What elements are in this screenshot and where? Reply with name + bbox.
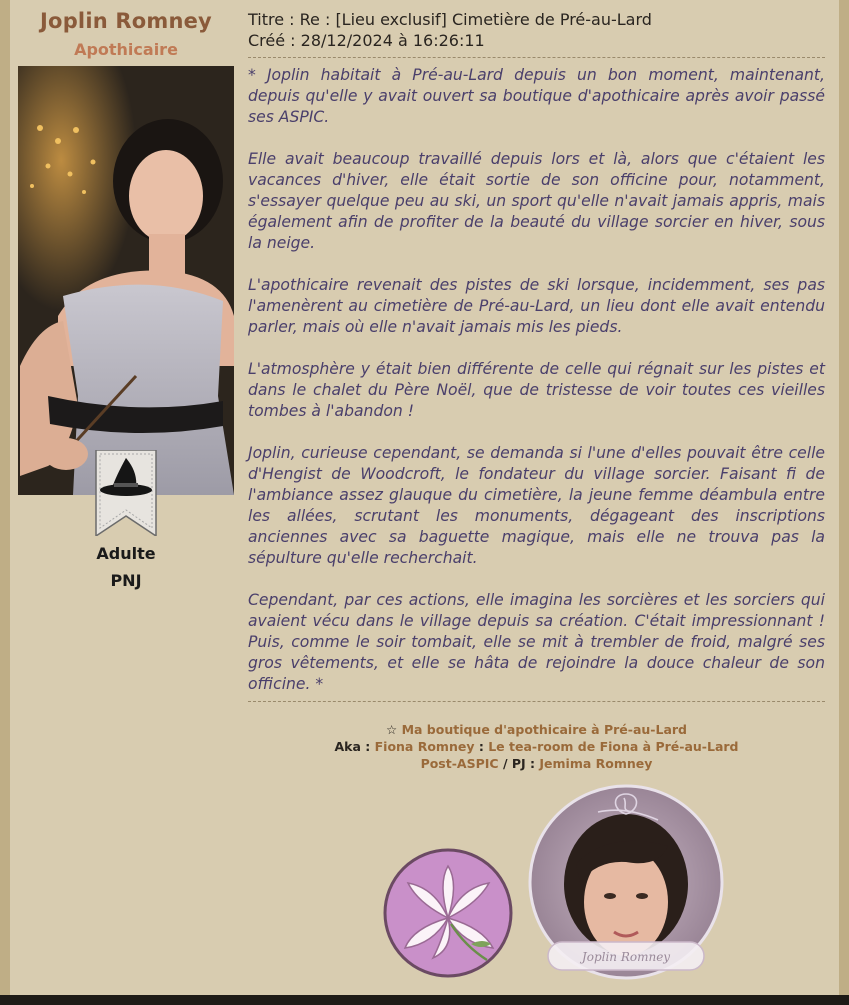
post-paragraph: L'atmosphère y était bien différente de celle qui régnait sur les pistes et dans le chalet du Père Noël, que de tristesse de voir toutes ces vieilles tombes à l'abandon ! — [248, 360, 825, 420]
post-paragraph: * Joplin habitait à Pré-au-Lard depuis un bon moment, maintenant, depuis qu'elle y avait ouvert sa boutique d'apothicaire après avoir passé ses ASPIC. — [248, 66, 825, 126]
pj-link[interactable]: Jemima Romney — [539, 756, 653, 771]
author-username[interactable]: Joplin Romney — [40, 9, 212, 33]
signature-divider — [248, 701, 825, 702]
signature-portrait — [528, 784, 724, 980]
post-paragraph: Joplin, curieuse cependant, se demanda si l'une d'elles pouvait être celle d'Hengist de Woodcroft, le fondateur du village sorcier. Faisant fi de l'ambiance assez glauque du cimetière, la jeune femme déambula entre les allées, scrutant les monuments, dégageant des inscriptions anciennes avec sa baguette magique, mais elle ne trouva pas la sépulture qu'elle recherchait. — [248, 444, 825, 567]
aka-label: Aka : — [334, 739, 371, 754]
post-aspic-link[interactable]: Post-ASPIC — [420, 756, 499, 771]
author-rank: Apothicaire — [74, 40, 178, 59]
pj-label: PJ : — [511, 756, 536, 771]
divider — [248, 57, 825, 58]
post-content — [248, 0, 825, 772]
shop-link[interactable]: Ma boutique d'apothicaire à Pré-au-Lard — [401, 722, 687, 737]
post-created-date: Créé : 28/12/2024 à 16:26:11 — [248, 31, 485, 50]
age-group-label: Adulte — [96, 544, 156, 563]
post-title: Titre : Re : [Lieu exclusif] Cimetière de Pré-au-Lard — [248, 10, 652, 29]
post-panel — [10, 0, 839, 995]
character-type-label: PNJ — [110, 571, 142, 590]
star-icon: ☆ — [385, 722, 398, 737]
signature-line-pj — [248, 755, 825, 772]
signature-line-aka — [248, 738, 825, 755]
portrait-caption: Joplin Romney — [581, 950, 671, 964]
post-body — [248, 65, 825, 695]
colon-separator: : — [478, 739, 484, 754]
footer-bar — [0, 995, 849, 1005]
aka-link[interactable]: Fiona Romney — [374, 739, 475, 754]
post-paragraph: L'apothicaire revenait des pistes de ski lorsque, incidemment, ses pas l'amenèrent au cimetière de Pré-au-Lard, un lieu dont elle avait entendu parler, mais où elle n'avait jamais mis les pieds. — [248, 276, 825, 336]
signature-line-shop — [248, 721, 825, 738]
slash-separator: / — [502, 756, 508, 771]
post-paragraph: Cependant, par ces actions, elle imagina les sorcières et les sorciers qui avaient vécu dans le village depuis sa création. C'était impressionnant ! Puis, comme le soir tombait, elle se mit à trembler de froid, malgré ses gros vêtements, et elle se hâta de rejoindre la douce chaleur de son officine. * — [248, 591, 825, 693]
signature — [248, 721, 825, 772]
author-profile — [18, 0, 234, 590]
witch-hat-badge-icon — [94, 450, 158, 536]
post-paragraph: Elle avait beaucoup travaillé depuis lors et là, alors que c'étaient les vacances d'hiver, elle était sortie de son officine pour, notamment, s'essayer quelque peu au ski, un sport qu'elle n'avait jamais appris, mais également afin de profiter de la beauté du village sorcier en hiver, sous la neige. — [248, 150, 825, 252]
author-avatar — [18, 66, 234, 495]
post-meta — [248, 9, 825, 51]
lily-flower-icon — [383, 848, 513, 978]
tearoom-link[interactable]: Le tea-room de Fiona à Pré-au-Lard — [488, 739, 739, 754]
